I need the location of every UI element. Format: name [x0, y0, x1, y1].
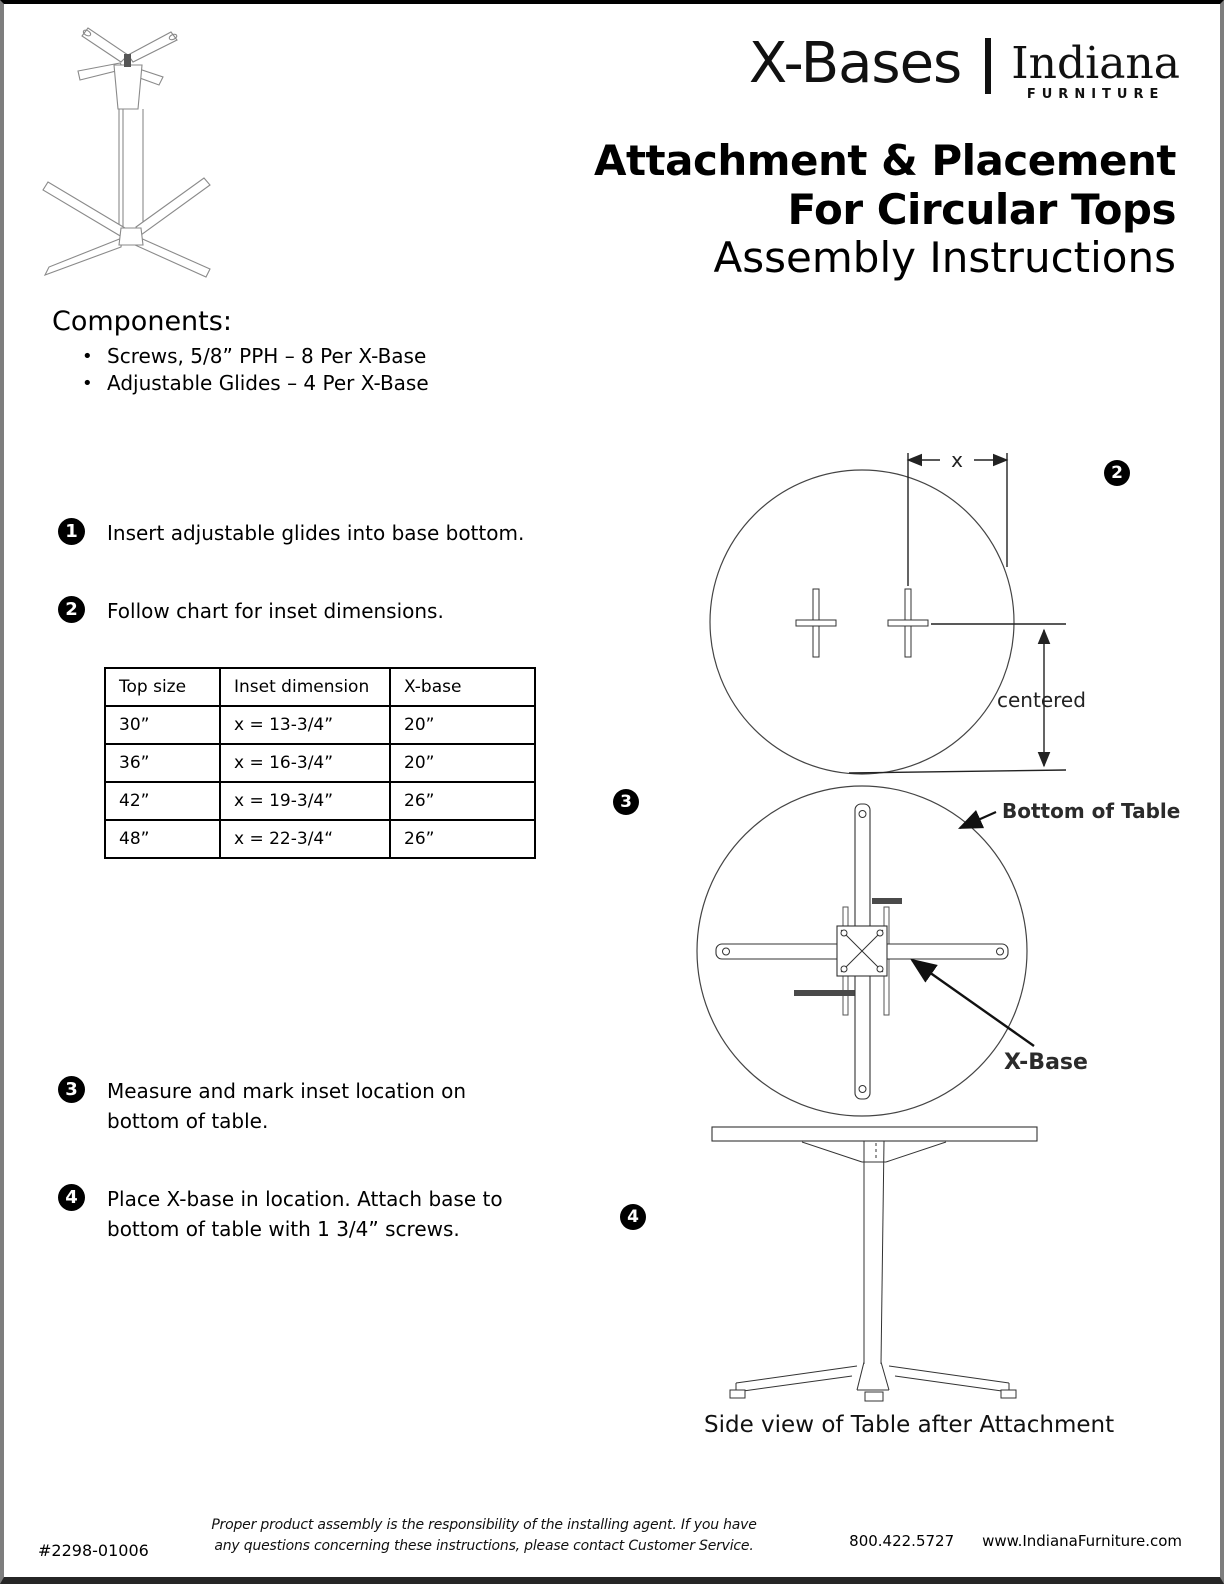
- brand-name: Indiana: [1011, 38, 1180, 89]
- phone-number: 800.422.5727: [849, 1532, 955, 1550]
- table-row: [105, 782, 535, 820]
- step-3: [58, 1076, 515, 1136]
- diagram-badge-3: 3: [613, 789, 639, 815]
- header-logo: [748, 31, 1180, 102]
- title-line-1: Attachment & Placement: [593, 136, 1176, 185]
- step-4: [58, 1184, 515, 1244]
- table-cell: x = 16-3/4”: [220, 744, 390, 782]
- table-row: [105, 820, 535, 858]
- subtitle: Assembly Instructions: [713, 233, 1176, 282]
- x-base-label: X-Base: [1004, 1050, 1088, 1075]
- logo-divider: [985, 38, 991, 94]
- x-base-isometric-drawing: [24, 16, 264, 306]
- step-2: [58, 596, 444, 626]
- components-section: [52, 306, 429, 397]
- step-3-text: Measure and mark inset location on bottom of table.: [107, 1079, 467, 1133]
- table-cell: 42”: [105, 782, 220, 820]
- step-1-text: Insert adjustable glides into base bottom.: [107, 521, 525, 545]
- list-item: [52, 370, 429, 397]
- document-title: [594, 136, 1176, 281]
- table-header-row: [105, 668, 535, 706]
- part-number: #2298-01006: [38, 1541, 149, 1560]
- table-cell: 30”: [105, 706, 220, 744]
- step-3-badge: 3: [58, 1076, 85, 1103]
- brand-logo: [1011, 38, 1180, 102]
- table-cell: x = 22-3/4“: [220, 820, 390, 858]
- component-text: Screws, 5/8” PPH – 8 Per X-Base: [107, 344, 427, 368]
- table-cell: x = 13-3/4”: [220, 706, 390, 744]
- disclaimer-line: any questions concerning these instructions, please contact Customer Service.: [214, 1538, 754, 1554]
- table-cell: 26”: [390, 782, 535, 820]
- step-1: [58, 518, 524, 548]
- column-header: Inset dimension: [220, 668, 390, 706]
- step-4-badge: 4: [58, 1184, 85, 1211]
- diagram-badge-2: 2: [1104, 460, 1130, 486]
- product-title: X-Bases: [748, 31, 962, 96]
- step-4-text: Place X-base in location. Attach base to bottom of table with 1 3/4” screws.: [107, 1187, 503, 1241]
- diagram-badge-4: 4: [620, 1204, 646, 1230]
- inset-dimension-diagram: [694, 439, 1174, 784]
- disclaimer: [174, 1515, 794, 1557]
- components-list: [52, 343, 429, 397]
- table-cell: 20”: [390, 706, 535, 744]
- table-row: [105, 744, 535, 782]
- brand-subtitle: FURNITURE: [1026, 87, 1165, 102]
- table-cell: 26”: [390, 820, 535, 858]
- components-heading: Components:: [52, 306, 232, 337]
- website-url: www.IndianaFurniture.com: [982, 1532, 1182, 1550]
- component-text: Adjustable Glides – 4 Per X-Base: [107, 371, 429, 395]
- list-item: [52, 343, 429, 370]
- table-cell: 48”: [105, 820, 220, 858]
- table-cell: 36”: [105, 744, 220, 782]
- table-cell: 20”: [390, 744, 535, 782]
- step-1-badge: 1: [58, 518, 85, 545]
- table-row: [105, 706, 535, 744]
- step-2-badge: 2: [58, 596, 85, 623]
- column-header: X-base: [390, 668, 535, 706]
- centered-label: centered: [997, 688, 1086, 712]
- column-header: Top size: [105, 668, 220, 706]
- contact-info: [849, 1532, 1182, 1550]
- title-line-2: For Circular Tops: [787, 185, 1176, 234]
- disclaimer-line: Proper product assembly is the responsibility of the installing agent. If you have: [211, 1517, 757, 1533]
- bottom-of-table-label: Bottom of Table: [1002, 799, 1181, 823]
- side-view-caption: Side view of Table after Attachment: [704, 1412, 1115, 1438]
- step-2-text: Follow chart for inset dimensions.: [107, 599, 444, 623]
- table-cell: x = 19-3/4”: [220, 782, 390, 820]
- x-dimension-label: x: [951, 448, 963, 472]
- bottom-of-table-diagram: [644, 774, 1181, 1124]
- side-view-diagram: [644, 1104, 1164, 1444]
- inset-dimension-table: [104, 667, 536, 859]
